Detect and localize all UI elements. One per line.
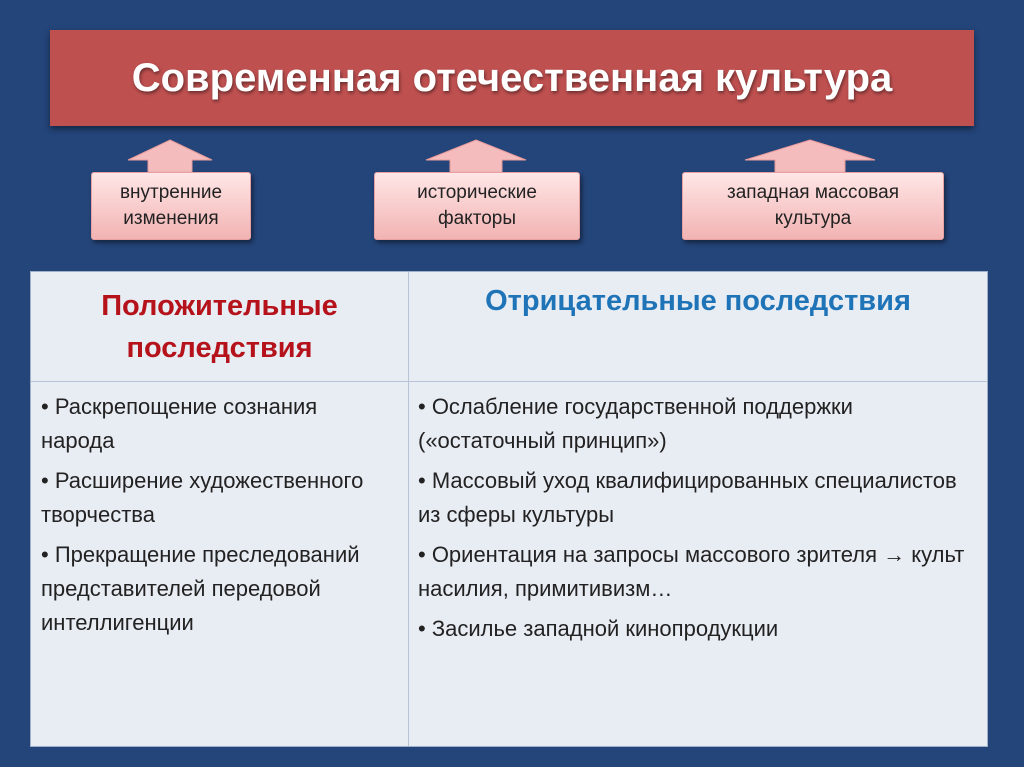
title-bar <box>50 30 974 126</box>
factor-western-mass-culture <box>682 172 944 240</box>
factor-label: культура <box>774 208 852 229</box>
factor-label: западная массовая <box>727 182 899 203</box>
list-item: • Раскрепощение сознания народа <box>41 394 318 453</box>
positive-header-line: Положительные <box>101 289 338 322</box>
header-divider <box>31 381 987 382</box>
factor-label: факторы <box>437 208 516 229</box>
list-item: • Ориентация на запросы массового зрителя → культ насилия, примитивизм… <box>418 542 965 601</box>
list-item: • Засилье западной кинопродукции <box>418 616 779 641</box>
negative-list <box>418 390 983 652</box>
up-arrow-icon <box>745 140 875 176</box>
factor-internal-changes <box>91 172 251 240</box>
factor-label: изменения <box>123 208 219 229</box>
consequences-table <box>30 271 988 747</box>
factor-label: внутренние <box>119 182 223 203</box>
list-item: • Ослабление государственной поддержки («остаточный принцип») <box>418 394 853 453</box>
up-arrow-icon <box>426 140 526 176</box>
page-title: Современная отечественная культура <box>131 55 893 100</box>
positive-header-line: последствия <box>126 331 313 364</box>
list-item: • Массовый уход квалифицированных специалистов из сферы культуры <box>418 468 957 527</box>
positive-list <box>41 390 396 646</box>
positive-header <box>31 272 408 381</box>
list-item: • Расширение художественного творчества <box>41 468 364 527</box>
factor-label: исторические <box>417 182 537 203</box>
up-arrow-icon <box>128 140 212 176</box>
negative-header: Отрицательные последствия <box>485 285 911 317</box>
factor-historical <box>374 172 580 240</box>
list-item: • Прекращение преследований представителей передовой интеллигенции <box>41 542 360 635</box>
